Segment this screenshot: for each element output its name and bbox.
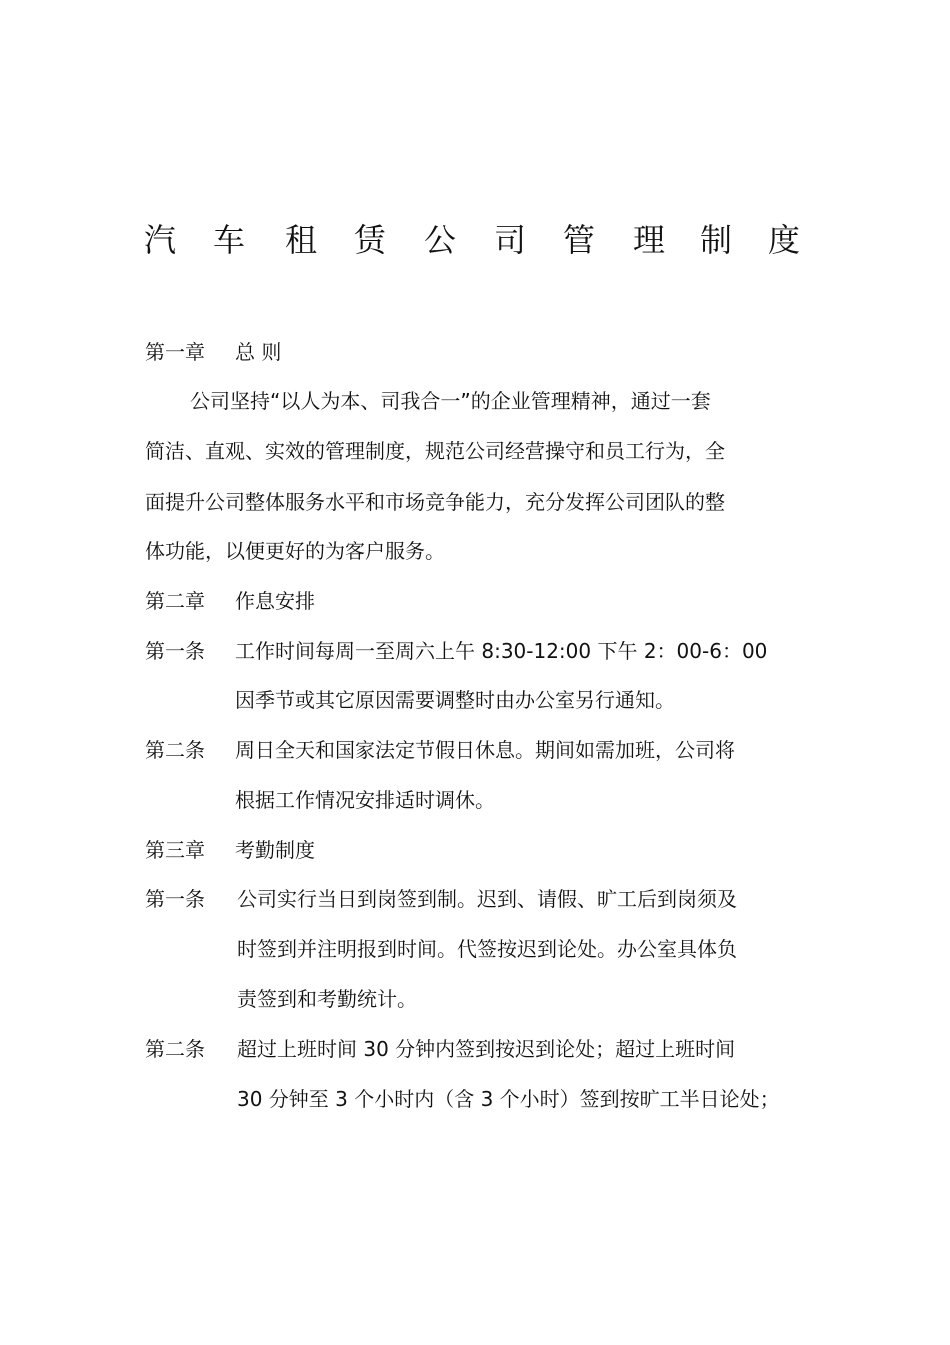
article-line: 时签到并注明报到时间。代签按迟到论处。办公室具体负 [237,937,737,961]
chapter-1-heading [145,338,205,366]
title-char: 司 [494,221,527,259]
title-char: 车 [213,221,246,259]
chapter-3-number: 第三章 [145,838,205,862]
article-line: 30 分钟至 3 个小时内（含 3 个小时）签到按旷工半日论处； [237,1087,780,1111]
title-char: 赁 [354,221,387,259]
article-label: 第二条 [145,738,205,762]
paragraph-line: 体功能，以便更好的为客户服务。 [145,539,445,563]
title-char: 理 [633,221,666,259]
article-line: 工作时间每周一至周六上午 8:30-12:00 下午 2：00-6：00 [235,639,768,663]
chapter-3-name: 考勤制度 [235,838,315,862]
document-title [0,218,950,268]
article-line: 周日全天和国家法定节假日休息。期间如需加班，公司将 [235,738,735,762]
article-line: 公司实行当日到岗签到制。迟到、请假、旷工后到岗须及 [237,887,737,911]
title-char: 汽 [144,221,177,259]
chapter-number: 第一章 [145,340,205,364]
chapter-1-name: 总 则 [235,340,282,364]
article-label: 第一条 [145,639,205,663]
chapter-2-number: 第二章 [145,589,205,613]
article-label: 第一条 [145,887,205,911]
chapter-2-name: 作息安排 [235,589,315,613]
paragraph-line: 面提升公司整体服务水平和市场竞争能力，充分发挥公司团队的整 [145,490,725,514]
article-line: 责签到和考勤统计。 [237,987,417,1011]
title-char: 制 [700,221,733,259]
title-char: 度 [768,221,801,259]
article-line: 因季节或其它原因需要调整时由办公室另行通知。 [235,688,675,712]
article-label: 第二条 [145,1037,205,1061]
paragraph-line: 简洁、直观、实效的管理制度，规范公司经营操守和员工行为，全 [145,439,725,463]
title-char: 租 [285,221,318,259]
paragraph-line: 公司坚持“以人为本、司我合一”的企业管理精神，通过一套 [190,389,711,413]
article-line: 超过上班时间 30 分钟内签到按迟到论处；超过上班时间 [237,1037,736,1061]
article-line: 根据工作情况安排适时调休。 [235,788,495,812]
title-char: 管 [563,221,596,259]
title-char: 公 [424,221,457,259]
